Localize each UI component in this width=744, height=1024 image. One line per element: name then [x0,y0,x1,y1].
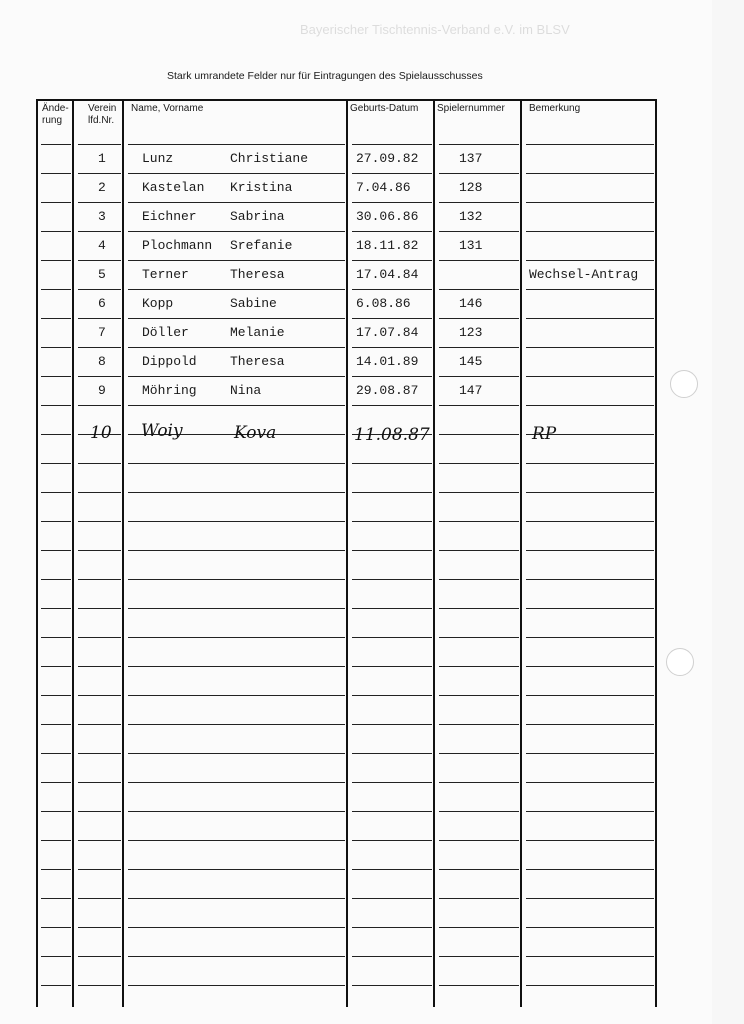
ruled-line [78,492,121,493]
ruled-line [439,202,519,203]
ruled-line [352,985,432,986]
ruled-line [439,753,519,754]
ruled-line [128,289,345,290]
ruled-line [128,840,345,841]
row-lastname: Terner [142,267,189,282]
row-player-number: 147 [459,383,483,398]
ruled-line [78,753,121,754]
ruled-line [128,376,345,377]
ruled-line [439,956,519,957]
handwritten-nr: 10 [90,423,112,443]
ruled-line [352,724,432,725]
ruled-line [128,782,345,783]
row-firstname: Kristina [230,180,293,195]
ruled-line [352,347,432,348]
row-player-number: 137 [459,151,483,166]
bleed-through-title: Bayerischer Tischtennis-Verband e.V. im BLSV [300,22,570,37]
ruled-line [128,898,345,899]
ruled-line [439,724,519,725]
ruled-line [526,869,654,870]
row-firstname: Christiane [230,151,309,166]
ruled-line [78,782,121,783]
ruled-line [526,492,654,493]
row-nr: 5 [98,267,106,282]
row-nr: 6 [98,296,106,311]
ruled-line [352,463,432,464]
instruction-note: Stark umrandete Felder nur für Eintragungen des Spielausschusses [167,70,483,82]
ruled-line [41,173,71,174]
column-divider [433,101,435,1007]
ruled-line [78,521,121,522]
ruled-line [128,811,345,812]
row-firstname: Sabrina [230,209,285,224]
ruled-line [41,695,71,696]
row-birthdate: 7.04.86 [356,180,411,195]
ruled-line [41,637,71,638]
ruled-line [41,579,71,580]
ruled-line [128,666,345,667]
ruled-line [128,347,345,348]
ruled-line [439,608,519,609]
ruled-line [439,318,519,319]
ruled-line [41,782,71,783]
header-bemerkung: Bemerkung [529,103,581,114]
row-birthdate: 17.04.84 [356,267,419,282]
ruled-line [352,695,432,696]
ruled-line [526,782,654,783]
row-birthdate: 27.09.82 [356,151,419,166]
ruled-line [128,318,345,319]
header-spielernummer: Spielernummer [437,103,505,114]
ruled-line [352,550,432,551]
ruled-line [439,231,519,232]
ruled-line [41,753,71,754]
ruled-line [439,695,519,696]
ruled-line [526,666,654,667]
row-lastname: Lunz [142,151,174,166]
row-nr: 4 [98,238,106,253]
ruled-line [41,608,71,609]
ruled-line [78,376,121,377]
ruled-line [352,869,432,870]
ruled-line [439,405,519,406]
ruled-line [128,463,345,464]
ruled-line [78,550,121,551]
row-player-number: 128 [459,180,483,195]
ruled-line [78,231,121,232]
row-birthdate: 14.01.89 [356,354,419,369]
ruled-line [78,695,121,696]
ruled-line [128,173,345,174]
ruled-line [526,463,654,464]
ruled-line [526,550,654,551]
ruled-line [78,260,121,261]
ruled-line [128,579,345,580]
header-geburtsdatum: Geburts-Datum [350,103,419,114]
ruled-line [41,347,71,348]
row-birthdate: 17.07.84 [356,325,419,340]
ruled-line [439,173,519,174]
row-nr: 2 [98,180,106,195]
row-birthdate: 30.06.86 [356,209,419,224]
row-firstname: Sabine [230,296,277,311]
row-player-number: 132 [459,209,483,224]
column-divider [655,101,657,1007]
ruled-line [128,695,345,696]
ruled-line [128,521,345,522]
ruled-line [352,927,432,928]
ruled-line [41,898,71,899]
row-birthdate: 6.08.86 [356,296,411,311]
ruled-line [526,405,654,406]
row-lastname: Dippold [142,354,197,369]
ruled-line [439,927,519,928]
ruled-line [526,260,654,261]
ruled-line [439,985,519,986]
ruled-line [128,927,345,928]
ruled-line [78,289,121,290]
row-firstname: Nina [230,383,262,398]
ruled-line [352,144,432,145]
ruled-line [78,318,121,319]
ruled-line [41,260,71,261]
ruled-line [439,550,519,551]
ruled-line [41,985,71,986]
row-lastname: Plochmann [142,238,213,253]
header-aenderung: Ände- rung [42,103,69,126]
ruled-line [526,579,654,580]
ruled-line [352,666,432,667]
ruled-line [352,376,432,377]
ruled-line [352,579,432,580]
ruled-line [352,405,432,406]
ruled-line [41,521,71,522]
ruled-line [526,811,654,812]
row-nr: 3 [98,209,106,224]
ruled-line [41,202,71,203]
ruled-line [78,898,121,899]
ruled-line [439,811,519,812]
ruled-line [128,637,345,638]
ruled-line [352,173,432,174]
ruled-line [439,144,519,145]
ruled-line [526,347,654,348]
ruled-line [78,144,121,145]
ruled-line [78,202,121,203]
header-verein: Verein lfd.Nr. [88,103,117,126]
ruled-line [78,579,121,580]
handwritten-birthdate: 11.08.87 [354,425,430,445]
ruled-line [526,202,654,203]
ruled-line [352,260,432,261]
ruled-line [526,144,654,145]
ruled-line [128,753,345,754]
ruled-line [41,840,71,841]
ruled-line [128,492,345,493]
ruled-line [78,869,121,870]
ruled-line [78,927,121,928]
ruled-line [78,985,121,986]
ruled-line [439,782,519,783]
ruled-line [41,376,71,377]
ruled-line [78,724,121,725]
row-remark: Wechsel-Antrag [529,267,639,282]
row-firstname: Theresa [230,267,285,282]
ruled-line [439,840,519,841]
ruled-line [128,724,345,725]
ruled-line [78,840,121,841]
ruled-line [526,840,654,841]
ruled-line [526,637,654,638]
row-firstname: Melanie [230,325,285,340]
ruled-line [128,231,345,232]
ruled-line [526,753,654,754]
ruled-line [439,289,519,290]
ruled-line [526,898,654,899]
column-divider [72,101,74,1007]
ruled-line [439,637,519,638]
ruled-line [526,521,654,522]
ruled-line [352,898,432,899]
punch-hole [670,370,698,398]
row-lastname: Kastelan [142,180,205,195]
ruled-line [128,202,345,203]
ruled-line [526,608,654,609]
row-nr: 1 [98,151,106,166]
row-firstname: Srefanie [230,238,293,253]
row-player-number: 146 [459,296,483,311]
ruled-line [78,637,121,638]
player-table [36,99,657,1007]
row-birthdate: 29.08.87 [356,383,419,398]
ruled-line [439,869,519,870]
ruled-line [352,811,432,812]
ruled-line [526,927,654,928]
ruled-line [439,347,519,348]
ruled-line [352,202,432,203]
ruled-line [41,434,71,435]
ruled-line [439,260,519,261]
ruled-line [78,956,121,957]
ruled-line [526,231,654,232]
ruled-line [41,318,71,319]
punch-hole [666,648,694,676]
ruled-line [526,376,654,377]
ruled-line [526,289,654,290]
ruled-line [526,318,654,319]
ruled-line [352,753,432,754]
ruled-line [352,289,432,290]
ruled-line [352,608,432,609]
column-divider [346,101,348,1007]
ruled-line [128,405,345,406]
ruled-line [41,144,71,145]
ruled-line [352,840,432,841]
ruled-line [41,811,71,812]
ruled-line [41,869,71,870]
row-lastname: Eichner [142,209,197,224]
row-player-number: 123 [459,325,483,340]
ruled-line [41,231,71,232]
header-name: Name, Vorname [131,103,204,114]
ruled-line [128,144,345,145]
row-birthdate: 18.11.82 [356,238,419,253]
row-lastname: Kopp [142,296,174,311]
ruled-line [78,347,121,348]
ruled-line [78,463,121,464]
ruled-line [128,869,345,870]
ruled-line [439,376,519,377]
ruled-line [439,521,519,522]
ruled-line [352,492,432,493]
ruled-line [352,231,432,232]
column-divider [122,101,124,1007]
ruled-line [78,666,121,667]
ruled-line [78,608,121,609]
row-nr: 9 [98,383,106,398]
row-lastname: Döller [142,325,189,340]
ruled-line [526,985,654,986]
ruled-line [41,550,71,551]
column-divider [520,101,522,1007]
ruled-line [41,463,71,464]
ruled-line [352,956,432,957]
ruled-line [41,956,71,957]
ruled-line [78,405,121,406]
ruled-line [352,521,432,522]
ruled-line [526,724,654,725]
ruled-line [41,724,71,725]
ruled-line [41,492,71,493]
ruled-line [41,405,71,406]
ruled-line [352,782,432,783]
ruled-line [78,811,121,812]
handwritten-remark: RP [532,424,557,444]
ruled-line [128,260,345,261]
ruled-line [526,956,654,957]
ruled-line [439,579,519,580]
ruled-line [41,289,71,290]
row-nr: 8 [98,354,106,369]
ruled-line [439,434,519,435]
ruled-line [128,550,345,551]
handwritten-firstname: Kova [234,423,277,443]
row-player-number: 131 [459,238,483,253]
ruled-line [41,927,71,928]
ruled-line [352,637,432,638]
row-nr: 7 [98,325,106,340]
ruled-line [526,173,654,174]
ruled-line [41,666,71,667]
ruled-line [352,318,432,319]
ruled-line [439,898,519,899]
ruled-line [526,695,654,696]
row-firstname: Theresa [230,354,285,369]
row-player-number: 145 [459,354,483,369]
ruled-line [128,956,345,957]
row-lastname: Möhring [142,383,197,398]
ruled-line [439,463,519,464]
ruled-line [439,666,519,667]
ruled-line [439,492,519,493]
handwritten-lastname: Woiy [141,421,183,441]
ruled-line [128,608,345,609]
ruled-line [78,173,121,174]
ruled-line [128,985,345,986]
